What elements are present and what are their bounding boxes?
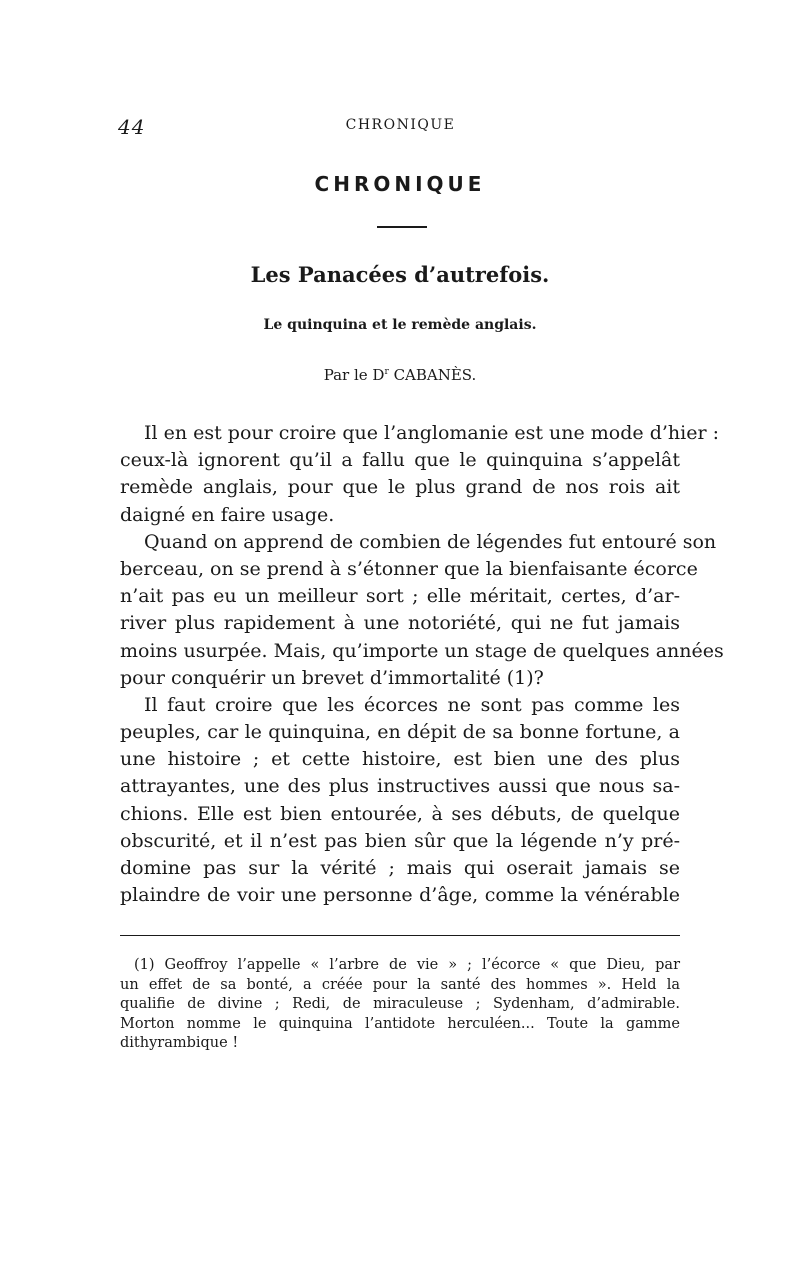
body-line: remède anglais, pour que le plus grand de nos rois ait xyxy=(120,476,680,499)
body-line: attrayantes, une des plus instructives aussi que nous sa- xyxy=(120,775,680,798)
body-line: peuples, car le quinquina, en dépit de sa bonne fortune, a xyxy=(120,721,680,744)
footnote-line: qualifie de divine ; Redi, de miraculeuse ; Sydenham, d’admirable. xyxy=(120,996,680,1013)
author-name: CABANÈS. xyxy=(393,366,477,384)
body-line: river plus rapidement à une notoriété, qui ne fut jamais xyxy=(120,612,680,635)
body-line: moins usurpée. Mais, qu’importe un stage de quelques années xyxy=(120,639,724,662)
body-line: pour conquérir un brevet d’immortalité (1)? xyxy=(120,666,544,689)
footnote-line: dithyrambique ! xyxy=(120,1035,239,1052)
body-line: plaindre de voir une personne d’âge, comme la vénérable xyxy=(120,884,680,907)
article-title: Les Panacées d’autrefois. xyxy=(250,262,550,287)
byline xyxy=(0,366,800,384)
body-line: Quand on apprend de combien de légendes fut entouré son xyxy=(144,530,717,553)
byline-sup: r xyxy=(384,367,389,377)
article-subtitle: Le quinquina et le remède anglais. xyxy=(263,317,537,333)
body-line: n’ait pas eu un meilleur sort ; elle méritait, certes, d’ar- xyxy=(120,585,680,608)
running-title: CHRONIQUE xyxy=(345,117,456,133)
body-line: Il faut croire que les écorces ne sont pas comme les xyxy=(144,693,680,716)
footnote-line: un effet de sa bonté, a créée pour la santé des hommes ». Held la xyxy=(120,976,680,993)
body-line: berceau, on se prend à s’étonner que la bienfaisante écorce xyxy=(120,557,698,580)
byline-prefix: Par le D xyxy=(323,366,385,384)
body-line: obscurité, et il n’est pas bien sûr que la légende n’y pré- xyxy=(120,829,680,852)
section-title: CHRONIQUE xyxy=(314,172,486,196)
running-head xyxy=(118,115,683,139)
body-line: domine pas sur la vérité ; mais qui oserait jamais se xyxy=(120,857,680,879)
body-line: daigné en faire usage. xyxy=(120,503,335,526)
footnote-rule xyxy=(120,935,680,936)
title-rule xyxy=(377,226,427,228)
body-line: Il en est pour croire que l’anglomanie est une mode d’hier : xyxy=(144,422,719,444)
body-line: ceux-là ignorent qu’il a fallu que le quinquina s’appelât xyxy=(120,449,680,472)
body-line: une histoire ; et cette histoire, est bien une des plus xyxy=(120,748,680,771)
body-line: chions. Elle est bien entourée, à ses débuts, de quelque xyxy=(120,802,680,825)
footnote xyxy=(120,956,680,1054)
page-number: 44 xyxy=(118,115,146,139)
body-text xyxy=(120,420,724,909)
footnote-line: Morton nomme le quinquina l’antidote herculéen... Toute la gamme xyxy=(120,1015,680,1032)
footnote-line: (1) Geoffroy l’appelle « l’arbre de vie » ; l’écorce « que Dieu, par xyxy=(134,957,680,973)
